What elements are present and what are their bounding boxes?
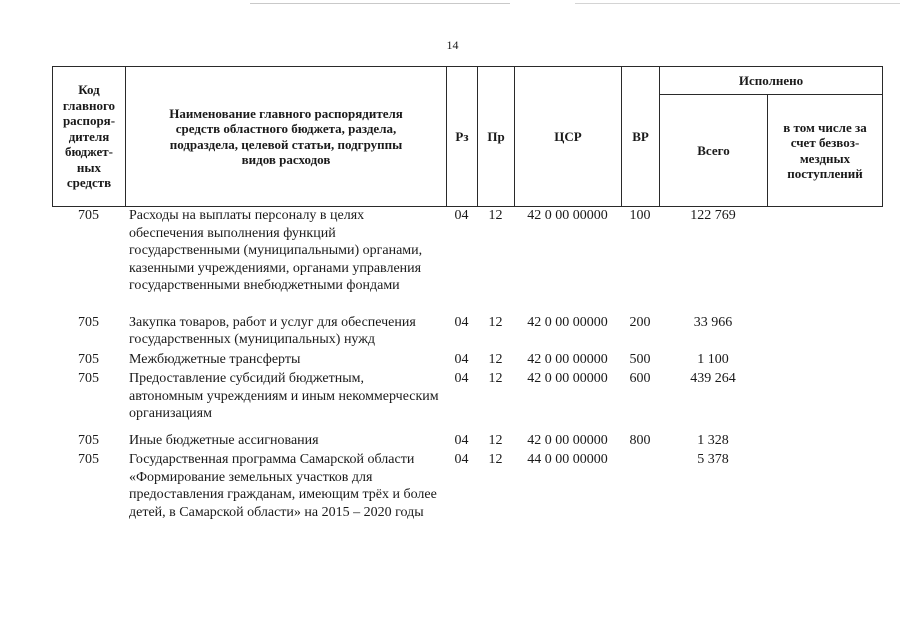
cell-rz: 04 — [454, 432, 469, 448]
cell-csr: 42 0 00 00000 — [527, 371, 608, 386]
row-spacer — [52, 423, 882, 432]
page-number: 14 — [446, 38, 459, 52]
cell-total: 439 264 — [690, 371, 736, 386]
cell-name: Межбюджетные трансферты — [129, 351, 301, 367]
cell-code: 705 — [78, 452, 99, 467]
cell-free — [767, 314, 882, 349]
header-rz: Рз — [447, 67, 478, 207]
table-row — [52, 207, 882, 295]
cell-code: 705 — [78, 432, 99, 448]
cell-pr: 12 — [488, 208, 503, 223]
cell-name: Иные бюджетные ассигнования — [129, 432, 319, 448]
cell-rz: 04 — [454, 314, 469, 330]
cell-total: 1 328 — [697, 432, 729, 448]
cell-name: Закупка товаров, работ и услуг для обеспечения государственных (муниципальных) нужд — [129, 314, 416, 347]
cell-total: 122 769 — [690, 208, 736, 223]
cell-code: 705 — [78, 314, 99, 330]
table-row — [52, 370, 882, 423]
cell-free — [767, 370, 882, 423]
cell-vr: 100 — [629, 208, 651, 223]
header-vr: ВР — [622, 67, 660, 207]
cell-vr — [621, 451, 659, 521]
scan-edge-line — [250, 3, 510, 4]
cell-total: 5 378 — [697, 452, 729, 467]
cell-vr: 600 — [629, 371, 651, 386]
cell-csr: 42 0 00 00000 — [527, 314, 608, 330]
cell-free — [767, 432, 882, 450]
cell-rz: 04 — [454, 351, 469, 367]
scan-edge-line — [575, 3, 900, 4]
cell-csr: 42 0 00 00000 — [527, 432, 608, 448]
header-total: Всего — [660, 95, 768, 207]
cell-rz: 04 — [454, 371, 469, 386]
cell-pr: 12 — [488, 351, 503, 367]
cell-csr: 42 0 00 00000 — [527, 351, 608, 367]
header-code: Код главного распоря- дителя бюджет- ных средств — [53, 67, 126, 207]
table-header — [52, 66, 883, 207]
cell-vr: 200 — [629, 314, 651, 330]
table-row — [52, 432, 882, 450]
header-csr: ЦСР — [515, 67, 622, 207]
cell-total: 1 100 — [697, 351, 729, 367]
cell-total: 33 966 — [693, 314, 733, 330]
cell-pr: 12 — [488, 452, 503, 467]
cell-rz: 04 — [454, 452, 469, 467]
cell-pr: 12 — [488, 371, 503, 386]
table-row — [52, 314, 882, 349]
cell-code: 705 — [78, 351, 99, 367]
cell-vr: 500 — [629, 351, 651, 367]
table-row — [52, 451, 882, 521]
cell-rz: 04 — [454, 208, 469, 223]
header-pr: Пр — [478, 67, 515, 207]
header-executed: Исполнено — [660, 67, 883, 95]
table-row — [52, 351, 882, 369]
header-name: Наименование главного распорядителя средств областного бюджета, раздела, подраздела, целевой статьи, подгруппы видов расходов — [126, 67, 447, 207]
cell-pr: 12 — [488, 432, 503, 448]
cell-code: 705 — [78, 371, 99, 386]
cell-name: Предоставление субсидий бюджетным, автономным учреждениям и иным некоммерческим организациям — [129, 371, 439, 421]
row-spacer — [52, 295, 882, 314]
cell-name: Расходы на выплаты персоналу в целях обеспечения выполнения функций государственными (муниципальными) органами, казенными учреждениями, органами управления государственными внебюджетными фондами — [129, 208, 423, 293]
cell-free — [767, 351, 882, 369]
header-free: в том числе за счет безвоз- мездных поступлений — [768, 95, 883, 207]
cell-name: Государственная программа Самарской области «Формирование земельных участков для предоставления гражданам, имеющим трёх и более детей, в Самарской области» на 2015 – 2020 годы — [129, 452, 437, 520]
cell-csr: 44 0 00 00000 — [527, 452, 608, 467]
cell-pr: 12 — [488, 314, 503, 330]
cell-vr: 800 — [629, 432, 651, 448]
cell-free — [767, 207, 882, 295]
table-body — [52, 207, 882, 521]
cell-free — [767, 451, 882, 521]
cell-code: 705 — [78, 208, 99, 223]
cell-csr: 42 0 00 00000 — [527, 208, 608, 223]
